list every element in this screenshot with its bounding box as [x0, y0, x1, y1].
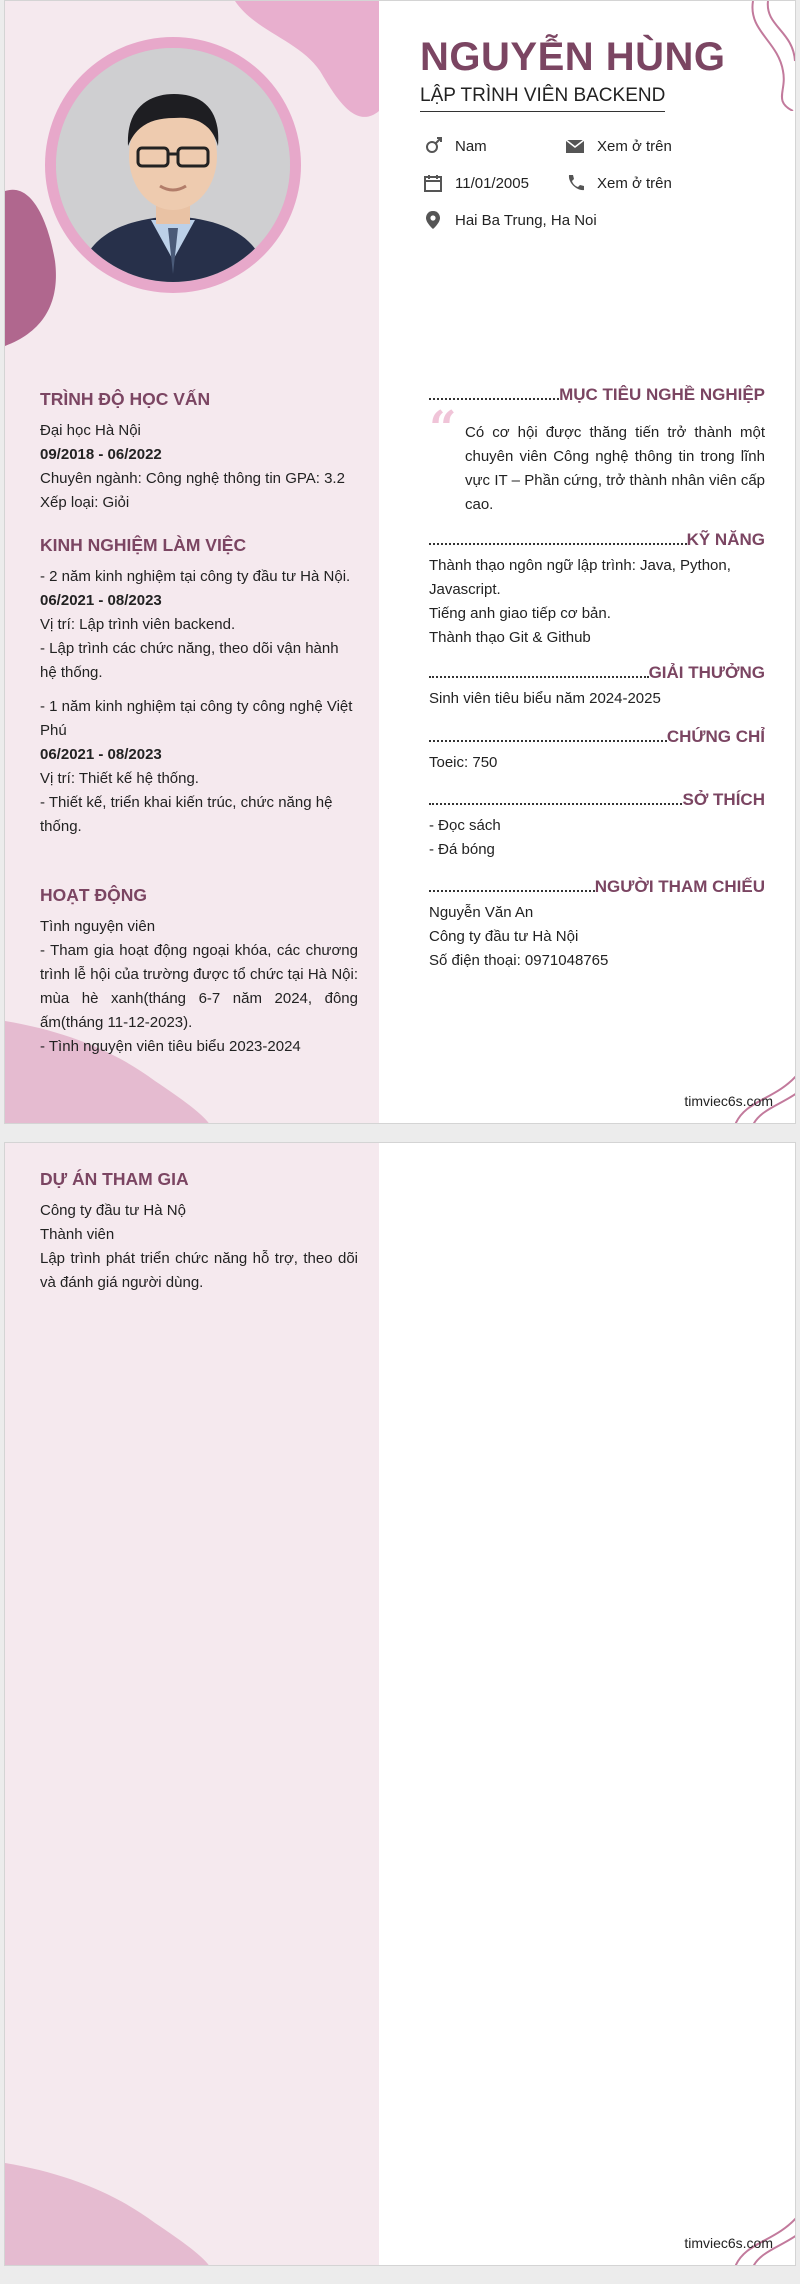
skill-item: Thành thạo ngôn ngữ lập trình: Java, Python, Javascript.	[429, 557, 731, 598]
reference-line: Số điện thoại: 0971048765	[429, 952, 609, 969]
skill-item: Tiếng anh giao tiếp cơ bản.	[429, 605, 611, 622]
job-title: LẬP TRÌNH VIÊN BACKEND	[420, 85, 665, 112]
gender-value: Nam	[455, 137, 487, 155]
objective-heading	[429, 385, 765, 405]
gender-icon	[423, 136, 443, 156]
activities-award: - Tình nguyện viên tiêu biểu 2023-2024	[40, 1038, 301, 1055]
experience-desc: - Thiết kế, triển khai kiến trúc, chức năng hệ thống.	[40, 794, 333, 835]
education-section	[40, 389, 358, 515]
address-value: Hai Ba Trung, Ha Noi	[455, 211, 597, 229]
decor-swirl-top	[743, 1, 796, 111]
experience-company: - 1 năm kinh nghiệm tại công ty công nghệ Việt Phú	[40, 698, 353, 739]
education-rank: Xếp loại: Giỏi	[40, 494, 130, 511]
project-role: Thành viên	[40, 1226, 115, 1243]
activities-desc: - Tham gia hoạt động ngoại khóa, các chương trình lễ hội của trường được tổ chức tại Hà Nội: mùa hè xanh(tháng 6-7 năm 2024, đông ấm(tháng 11-12-2023).	[40, 942, 358, 1031]
email-value: Xem ở trên	[597, 137, 672, 155]
avatar	[56, 48, 290, 282]
mail-icon	[565, 136, 585, 156]
skills-heading	[429, 530, 765, 550]
reference-line: Nguyễn Văn An	[429, 904, 534, 921]
skills-title: KỸ NĂNG	[686, 530, 765, 549]
experience-company: - 2 năm kinh nghiệm tại công ty đầu tư Hà Nội.	[40, 568, 351, 585]
decor-blobs	[5, 1143, 379, 2265]
calendar-icon	[423, 173, 443, 193]
phone-value: Xem ở trên	[597, 174, 672, 192]
certificates-heading	[429, 727, 765, 747]
contact-address	[423, 210, 597, 230]
objective-text: Có cơ hội được thăng tiến trở thành một chuyên viên Công nghệ thông tin trong lĩnh vực IT – Phần cứng, trở thành nhân viên cấp cao.	[465, 424, 765, 513]
project-company: Công ty đầu tư Hà Nộ	[40, 1202, 186, 1219]
experience-position: Vị trí: Thiết kế hệ thống.	[40, 770, 199, 787]
contact-email	[565, 136, 672, 156]
left-column	[5, 1143, 379, 2265]
education-major: Chuyên ngành: Công nghệ thông tin GPA: 3.2	[40, 470, 345, 487]
awards-heading	[429, 663, 765, 683]
certificates-title: CHỨNG CHỈ	[666, 727, 765, 746]
education-period: 09/2018 - 06/2022	[40, 446, 162, 463]
experience-section	[40, 535, 358, 839]
references-list	[429, 901, 765, 973]
contact-phone	[565, 173, 672, 193]
references-title: NGƯỜI THAM CHIẾU	[594, 877, 765, 896]
projects-title: DỰ ÁN THAM GIA	[40, 1169, 189, 1189]
activities-role: Tình nguyện viên	[40, 918, 156, 935]
hobbies-title: SỞ THÍCH	[682, 790, 765, 809]
cv-page-1	[4, 0, 796, 1124]
hobby-item: - Đá bóng	[429, 841, 495, 858]
hobbies-heading	[429, 790, 765, 810]
contact-gender	[423, 136, 487, 156]
hobbies-list	[429, 814, 765, 862]
experience-position: Vị trí: Lập trình viên backend.	[40, 616, 236, 633]
contact-birthday	[423, 173, 529, 193]
awards-title: GIẢI THƯỞNG	[648, 663, 765, 682]
footer-site: timviec6s.com	[684, 2235, 773, 2251]
quote-icon: “	[429, 401, 457, 457]
projects-section	[40, 1169, 358, 1295]
hobby-item: - Đọc sách	[429, 817, 501, 834]
experience-period: 06/2021 - 08/2023	[40, 592, 162, 609]
cv-page-2	[4, 1142, 796, 2266]
footer-site: timviec6s.com	[684, 1093, 773, 1109]
experience-period: 06/2021 - 08/2023	[40, 746, 162, 763]
reference-line: Công ty đầu tư Hà Nội	[429, 928, 579, 945]
activities-title: HOẠT ĐỘNG	[40, 885, 147, 905]
education-title: TRÌNH ĐỘ HỌC VẤN	[40, 389, 211, 409]
references-heading	[429, 877, 765, 897]
skills-list	[429, 554, 765, 650]
birthday-value: 11/01/2005	[455, 174, 529, 192]
project-desc: Lập trình phát triển chức năng hỗ trợ, theo dõi và đánh giá người dùng.	[40, 1250, 358, 1291]
activities-section	[40, 885, 358, 1059]
experience-title: KINH NGHIỆM LÀM VIỆC	[40, 535, 247, 555]
phone-icon	[565, 173, 585, 193]
experience-desc: - Lập trình các chức năng, theo dõi vận hành hệ thống.	[40, 640, 339, 681]
skill-item: Thành thạo Git & Github	[429, 629, 591, 646]
location-icon	[423, 210, 443, 230]
objective-title: MỤC TIÊU NGHỀ NGHIỆP	[559, 385, 765, 404]
candidate-name: NGUYỄN HÙNG	[420, 35, 726, 79]
awards-text: Sinh viên tiêu biểu năm 2024-2025	[429, 690, 661, 707]
education-school: Đại học Hà Nội	[40, 422, 141, 439]
certificates-text: Toeic: 750	[429, 754, 498, 771]
